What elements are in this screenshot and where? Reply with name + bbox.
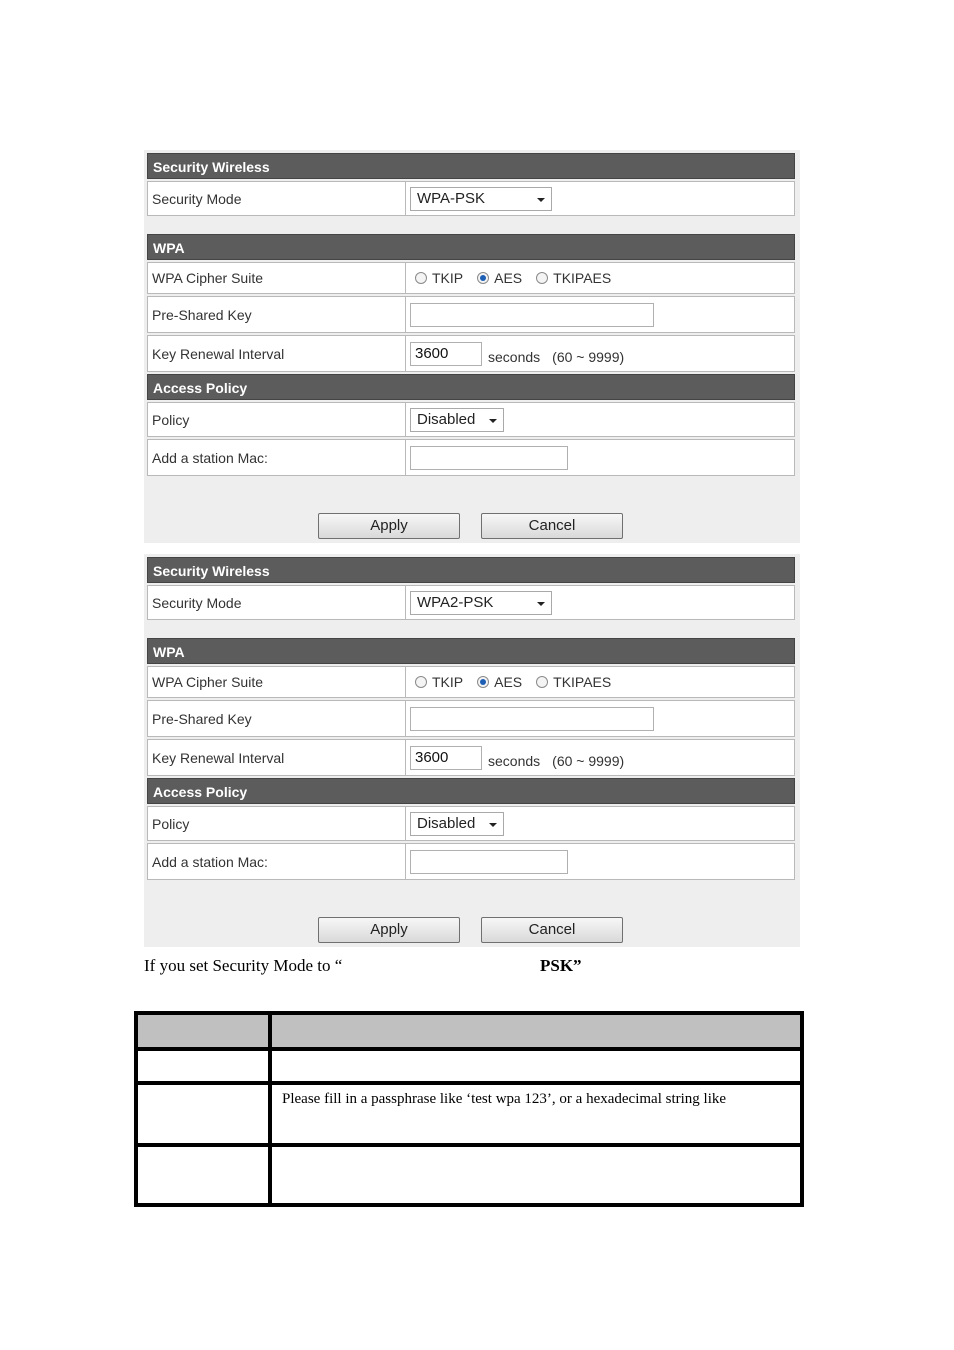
table-cell — [138, 1085, 272, 1143]
table-cell — [138, 1147, 272, 1203]
section-header-wpa: WPA — [147, 638, 795, 664]
section-header-access-policy: Access Policy — [147, 778, 795, 804]
table-row — [138, 1051, 800, 1085]
chevron-down-icon — [537, 602, 545, 606]
key-renewal-input[interactable]: 3600 — [410, 746, 482, 770]
psk-label: Pre-Shared Key — [148, 297, 406, 332]
station-mac-label: Add a station Mac: — [148, 440, 406, 475]
cipher-radio-aes[interactable]: AES — [477, 270, 522, 286]
radio-icon — [415, 272, 427, 284]
chevron-down-icon — [489, 419, 497, 423]
caption — [144, 956, 582, 976]
security-mode-select[interactable]: WPA-PSK — [410, 187, 552, 211]
table-cell — [138, 1051, 272, 1081]
table-cell — [138, 1015, 272, 1047]
cipher-radio-tkip[interactable]: TKIP — [415, 674, 463, 690]
cipher-radio-tkipaes[interactable]: TKIPAES — [536, 674, 611, 690]
key-renewal-label: Key Renewal Interval — [148, 740, 406, 775]
section-header-wpa: WPA — [147, 234, 795, 260]
security-panel-wpa-psk — [144, 150, 800, 543]
psk-row — [147, 700, 795, 737]
security-mode-row — [147, 585, 795, 620]
caption-text: If you set Security Mode to “ — [144, 956, 343, 975]
table-row — [138, 1147, 800, 1203]
policy-row — [147, 806, 795, 841]
table-row — [138, 1085, 800, 1147]
section-header-security-wireless: Security Wireless — [147, 557, 795, 583]
key-renewal-row — [147, 739, 795, 776]
caption-bold-text: PSK” — [540, 956, 582, 975]
cipher-suite-label: WPA Cipher Suite — [148, 667, 406, 697]
station-mac-input[interactable] — [410, 850, 568, 874]
radio-selected-icon — [477, 272, 489, 284]
cipher-suite-label: WPA Cipher Suite — [148, 263, 406, 293]
psk-label: Pre-Shared Key — [148, 701, 406, 736]
radio-icon — [536, 272, 548, 284]
description-table — [134, 1011, 804, 1207]
radio-icon — [415, 676, 427, 688]
cancel-button[interactable]: Cancel — [481, 513, 623, 539]
renewal-unit: seconds — [488, 348, 541, 365]
renewal-unit: seconds — [488, 752, 541, 769]
policy-select[interactable]: Disabled — [410, 408, 504, 432]
station-mac-row — [147, 843, 795, 880]
table-header-row — [138, 1015, 800, 1051]
cipher-radio-tkipaes[interactable]: TKIPAES — [536, 270, 611, 286]
renewal-range: (60 ~ 9999) — [552, 752, 625, 769]
table-cell-text: Please fill in a passphrase like ‘test wpa 123’, or a hexadecimal string like — [282, 1091, 727, 1107]
security-mode-row — [147, 181, 795, 216]
key-renewal-label: Key Renewal Interval — [148, 336, 406, 371]
apply-button[interactable]: Apply — [318, 917, 460, 943]
radio-selected-icon — [477, 676, 489, 688]
cipher-suite-row — [147, 262, 795, 294]
policy-label: Policy — [148, 807, 406, 840]
security-panel-wpa2-psk — [144, 554, 800, 947]
cancel-button[interactable]: Cancel — [481, 917, 623, 943]
security-mode-select[interactable]: WPA2-PSK — [410, 591, 552, 615]
section-header-access-policy: Access Policy — [147, 374, 795, 400]
psk-input[interactable] — [410, 303, 654, 327]
cipher-suite-row — [147, 666, 795, 698]
apply-button[interactable]: Apply — [318, 513, 460, 539]
security-mode-label: Security Mode — [148, 182, 406, 215]
cipher-radio-tkip[interactable]: TKIP — [415, 270, 463, 286]
security-mode-label: Security Mode — [148, 586, 406, 619]
key-renewal-input[interactable]: 3600 — [410, 342, 482, 366]
station-mac-input[interactable] — [410, 446, 568, 470]
station-mac-row — [147, 439, 795, 476]
renewal-range: (60 ~ 9999) — [552, 348, 625, 365]
policy-label: Policy — [148, 403, 406, 436]
station-mac-label: Add a station Mac: — [148, 844, 406, 879]
cipher-radio-aes[interactable]: AES — [477, 674, 522, 690]
psk-input[interactable] — [410, 707, 654, 731]
psk-row — [147, 296, 795, 333]
policy-select[interactable]: Disabled — [410, 812, 504, 836]
chevron-down-icon — [537, 198, 545, 202]
radio-icon — [536, 676, 548, 688]
policy-row — [147, 402, 795, 437]
section-header-security-wireless: Security Wireless — [147, 153, 795, 179]
key-renewal-row — [147, 335, 795, 372]
chevron-down-icon — [489, 823, 497, 827]
